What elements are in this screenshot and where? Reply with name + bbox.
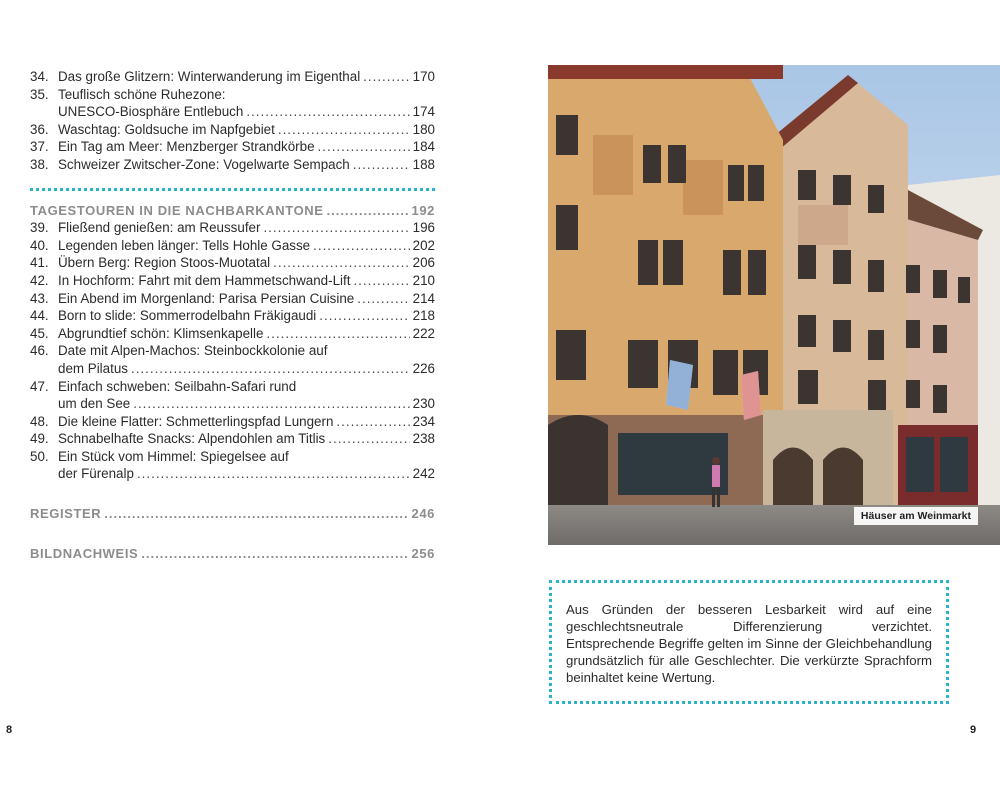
building-facades-illustration [548, 65, 1000, 545]
section-page: 256 [411, 545, 435, 561]
leader-dots [313, 237, 410, 255]
entry-number: 34. [30, 69, 49, 84]
entry-number: 40. [30, 237, 49, 253]
entry-title: Teuflisch schöne Ruhezone: [58, 86, 226, 102]
toc-entry-continuation[interactable] [30, 103, 435, 121]
dotted-separator [30, 188, 435, 191]
toc-section-bildnachweis[interactable] [30, 545, 435, 563]
toc-entry[interactable] [30, 290, 435, 308]
entry-number: 50. [30, 448, 49, 464]
entry-page: 210 [412, 272, 435, 288]
table-of-contents [30, 68, 435, 562]
toc-entry[interactable] [30, 342, 435, 360]
toc-entry[interactable] [30, 86, 435, 104]
entry-page: 206 [412, 255, 435, 271]
toc-list-part-2 [30, 219, 435, 483]
leader-dots [318, 138, 410, 156]
entry-number: 37. [30, 139, 49, 155]
entry-title: Übern Berg: Region Stoos-Muotatal [58, 255, 271, 271]
leader-dots [353, 156, 410, 174]
toc-section-register[interactable] [30, 505, 435, 523]
toc-entry[interactable] [30, 448, 435, 466]
leader-dots [357, 290, 409, 308]
entry-number: 49. [30, 431, 49, 447]
leader-dots [131, 360, 410, 378]
leader-dots [328, 430, 409, 448]
toc-entry[interactable] [30, 272, 435, 290]
entry-page: 242 [412, 466, 435, 482]
toc-entry[interactable] [30, 254, 435, 272]
entry-title: Schnabelhafte Snacks: Alpendohlen am Titlis [58, 431, 326, 447]
toc-entry[interactable] [30, 307, 435, 325]
leader-dots [263, 219, 409, 237]
disclaimer-text: Aus Gründen der besseren Lesbarkeit wird auf eine geschlechtsneutrale Differenzierung verzichtet. Entsprechende Begriffe gelten im Sinne der Gleichbehandlung grundsätzlich für alle Geschlechter. Die verkürzte Sprachform beinhaltet keine Wertung. [566, 602, 932, 685]
entry-page: 170 [412, 69, 435, 84]
leader-dots [273, 254, 410, 272]
photo-caption: Häuser am Weinmarkt [854, 507, 978, 525]
entry-title: Date mit Alpen-Machos: Steinbockkolonie auf [58, 343, 328, 359]
page-number-left: 8 [6, 724, 13, 736]
entry-page: 238 [412, 431, 435, 447]
section-title: REGISTER [30, 506, 102, 522]
leader-dots [104, 505, 408, 523]
toc-entry[interactable] [30, 138, 435, 156]
entry-number: 41. [30, 255, 49, 271]
entry-page: 234 [412, 413, 435, 429]
entry-page: 174 [412, 104, 435, 120]
section-title: BILDNACHWEIS [30, 545, 139, 561]
entry-number: 45. [30, 325, 49, 341]
toc-entry[interactable] [30, 237, 435, 255]
entry-page: 184 [412, 139, 435, 155]
entry-page: 214 [412, 290, 435, 306]
toc-entry[interactable] [30, 413, 435, 431]
toc-entry[interactable] [30, 219, 435, 237]
section-page: 192 [411, 202, 435, 218]
leader-dots [137, 465, 410, 483]
toc-entry[interactable] [30, 378, 435, 396]
entry-number: 48. [30, 413, 49, 429]
entry-title: Ein Tag am Meer: Menzberger Strandkörbe [58, 139, 315, 155]
leader-dots [246, 103, 409, 121]
toc-list-part-1 [30, 68, 435, 174]
entry-title: Abgrundtief schön: Klimsenkapelle [58, 325, 264, 341]
entry-number: 42. [30, 272, 49, 288]
toc-section-tagestouren[interactable] [30, 202, 435, 220]
leader-dots [353, 272, 409, 290]
entry-page: 218 [412, 308, 435, 324]
entry-number: 44. [30, 308, 49, 324]
entry-page: 196 [412, 220, 435, 236]
leader-dots [278, 121, 410, 139]
entry-title-continuation: um den See [58, 396, 131, 412]
disclaimer-note-box [549, 580, 949, 704]
section-title: TAGESTOUREN IN DIE NACHBARKANTONE [30, 202, 324, 218]
toc-entry[interactable] [30, 68, 435, 86]
toc-entry[interactable] [30, 325, 435, 343]
entry-title: Fließend genießen: am Reussufer [58, 220, 261, 236]
entry-page: 222 [412, 325, 435, 341]
page-number-right: 9 [970, 724, 977, 736]
leader-dots [336, 413, 409, 431]
leader-dots [363, 68, 409, 86]
entry-title: Die kleine Flatter: Schmetterlingspfad Lungern [58, 413, 334, 429]
entry-title-continuation: dem Pilatus [58, 360, 128, 376]
entry-number: 46. [30, 343, 49, 359]
entry-number: 35. [30, 86, 49, 102]
entry-title-continuation: der Fürenalp [58, 466, 134, 482]
entry-page: 202 [412, 237, 435, 253]
entry-number: 36. [30, 121, 49, 137]
section-page: 246 [411, 506, 435, 522]
entry-page: 226 [412, 360, 435, 376]
leader-dots [319, 307, 409, 325]
entry-title: Waschtag: Goldsuche im Napfgebiet [58, 121, 275, 137]
entry-title: Einfach schweben: Seilbahn-Safari rund [58, 378, 297, 394]
entry-title: Born to slide: Sommerrodelbahn Fräkigaudi [58, 308, 317, 324]
toc-entry-continuation[interactable] [30, 395, 435, 413]
entry-title: Das große Glitzern: Winterwanderung im Eigenthal [58, 69, 361, 84]
toc-entry[interactable] [30, 156, 435, 174]
entry-page: 180 [412, 121, 435, 137]
leader-dots [141, 545, 408, 563]
entry-page: 230 [412, 396, 435, 412]
toc-entry-continuation[interactable] [30, 465, 435, 483]
entry-title: Ein Abend im Morgenland: Parisa Persian Cuisine [58, 290, 355, 306]
weinmarkt-photo [548, 65, 1000, 545]
toc-entry-continuation[interactable] [30, 360, 435, 378]
entry-number: 39. [30, 220, 49, 236]
entry-page: 188 [412, 156, 435, 172]
toc-entry[interactable] [30, 121, 435, 139]
toc-entry[interactable] [30, 430, 435, 448]
entry-number: 43. [30, 290, 49, 306]
entry-title: Schweizer Zwitscher-Zone: Vogelwarte Sempach [58, 156, 350, 172]
leader-dots [327, 202, 409, 220]
entry-title-continuation: UNESCO-Biosphäre Entlebuch [58, 104, 244, 120]
leader-dots [266, 325, 409, 343]
entry-title: In Hochform: Fahrt mit dem Hammetschwand-Lift [58, 272, 351, 288]
entry-title: Legenden leben länger: Tells Hohle Gasse [58, 237, 311, 253]
leader-dots [133, 395, 409, 413]
entry-number: 47. [30, 378, 49, 394]
entry-title: Ein Stück vom Himmel: Spiegelsee auf [58, 448, 289, 464]
entry-number: 38. [30, 156, 49, 172]
